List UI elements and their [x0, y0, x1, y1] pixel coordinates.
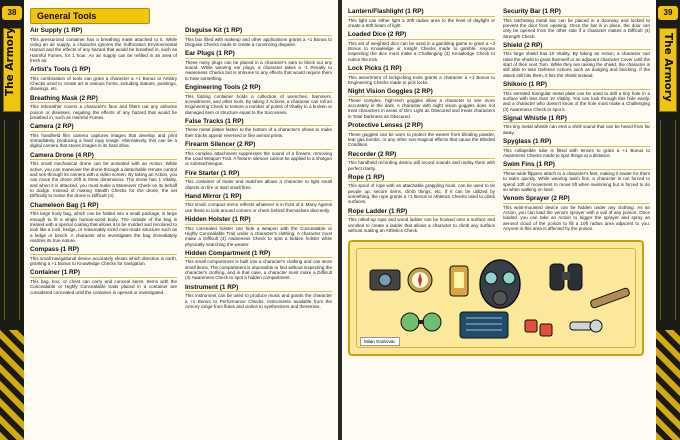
equipment-entry	[30, 269, 177, 295]
entry-title: Air Supply (1 RP)	[30, 27, 177, 36]
left-side-stripe	[0, 0, 24, 440]
entry-description: This instrument can be used to produce music and grants the character a +1 Bonus to Performance Checks. Instruments available from the Armory range from flutes and violins to synthesizers and theremins.	[185, 293, 332, 309]
entry-title: Night Vision Goggles (2 RP)	[348, 88, 495, 97]
entry-description: This handheld recording device will record sounds and replay them with perfect clarity.	[348, 160, 495, 171]
entry-description: This spool of rope with an attachable grappling hook, can be used to tie people up, secure items, climb things, etc. If it can be utilized by something, the rope grants a +1 Bonus to Athletics Checks used to climb surfaces.	[348, 183, 495, 205]
entry-title: Hidden Compartment (1 RP)	[185, 250, 332, 259]
equipment-entry	[185, 27, 332, 47]
entry-description: This large shield has 10 Vitality. By taking an Action, a character can raise the shield to grant themself or an adjacent character Cover until the start of their next Turn. While they are raising the shield, the character is still able to take Defense Actions such as dodging and blocking. If the attack still hits them, it hits the shield instead.	[503, 51, 650, 78]
entry-description: These wide flippers attach to a character's feet, making it easier for them to swim quickly. While wearing swim fins, a character is not forced to spend 10ft of movement to move 5ft when swimming but is forced to do so when walking on land.	[503, 170, 650, 192]
equipment-entry	[348, 122, 495, 148]
entry-title: Instrument (1 RP)	[185, 284, 332, 293]
right-column-2	[503, 8, 650, 236]
hazard-stripes-right	[656, 330, 680, 440]
entry-title: False Tracks (1 RP)	[185, 118, 332, 127]
entry-description: This box filled with makeup and other applications grants a +1 Bonus to Disguise Checks made to create a convincing disguise.	[185, 36, 332, 47]
entry-description: This light can either light a 20ft radius area to the level of daylight or create a 60ft beam of light.	[348, 17, 495, 28]
entry-description: This rebreather covers a character's face and filters out any airborne poison or diseases, negating the effects of any hazard that would be breathed in, such as Harmful Fumes.	[30, 104, 177, 120]
entry-title: Security Bar (1 RP)	[503, 8, 650, 17]
entry-title: Ear Plugs (1 RP)	[185, 50, 332, 59]
entry-description: This ratcheting metal bar can be placed in a doorway and locked to prevent the door from opening. Once the bar is in place, the door can only be opened from the other side if a character makes a Difficult (4) Strength Check.	[503, 17, 650, 39]
entry-description: This pressurized container has a breathing mask attached to it. While using an air supply, a character ignores the Suffocation Environmental Hazard and the effects of any hazard that would be breathed in, such as Harmful Fumes, for 1 hour. An air supply can be refilled in an area of fresh air.	[30, 36, 177, 63]
equipment-entry	[30, 95, 177, 121]
page-number-left: 38	[2, 6, 22, 20]
equipment-entry	[185, 193, 332, 213]
entry-description: These complex, high-tech goggles allow a character to see more accurately in the dark. A character with night vision goggles does not treat characters in areas of Dim Light as Obscured and treats characters in Total Darkness as Obscured.	[348, 97, 495, 119]
equipment-entry	[185, 84, 332, 115]
equipment-entry	[30, 123, 177, 149]
entry-description: This small navigational device accurately shows which direction is north, granting a +1 Bonus to Knowledge Checks for navigation.	[30, 255, 177, 267]
right-column-1	[348, 8, 495, 236]
spyglass-icon	[590, 288, 630, 309]
entry-description: This small, compact mirror reflects whatever is in front of it. Many Agents use these to look around corners or check behind themselves discreetly.	[185, 202, 332, 213]
left-column-2	[185, 27, 332, 312]
compass-icon	[408, 268, 432, 292]
entry-description: These metal plates fasten to the bottom of a character's shoes to make their tracks appear reversed or like animal prints.	[185, 127, 332, 138]
art-credit: Milan Grahovac	[360, 337, 400, 346]
binoculars-icon	[550, 264, 582, 290]
equipment-entry	[185, 284, 332, 310]
entry-title: Protective Lenses (2 RP)	[348, 122, 495, 131]
entry-title: Signal Whistle (1 RP)	[503, 115, 650, 124]
entry-description: This complex attachment suppresses the sound of a firearm, removing the Loud Weapon Trait. A firearm silencer cannot be applied to a shotgun or submachinegun.	[185, 150, 332, 167]
equipment-entry	[348, 151, 495, 171]
goggles-icon	[401, 313, 441, 331]
entry-title: Disguise Kit (1 RP)	[185, 27, 332, 36]
whistle-icon	[570, 320, 602, 332]
section-title: General Tools	[30, 8, 150, 24]
equipment-entry	[30, 66, 177, 92]
right-page	[342, 0, 680, 440]
equipment-illustration	[348, 240, 644, 356]
left-columns	[30, 27, 332, 312]
hazard-stripes-left	[0, 330, 24, 440]
lockpick-case-icon	[460, 312, 508, 338]
entry-description: This wrist-mounted device can be hidden under any clothing. As an Action, you can load the venom sprayer with a vial of any poison. Once loaded, you can take an Action to trigger the sprayer and spray an aerosol cloud of the poison to fill a 10ft radius area adjacent to you. Anyone in this area is affected by the poison.	[503, 204, 650, 232]
equipment-entry	[503, 138, 650, 158]
entry-title: Loaded Dice (2 RP)	[348, 31, 495, 40]
equipment-entry	[503, 42, 650, 78]
entry-title: Breathing Mask (2 RP)	[30, 95, 177, 104]
stripe-decoration-right	[660, 120, 676, 320]
entry-title: Lock Picks (1 RP)	[348, 65, 495, 74]
stripe-decoration-left	[4, 120, 20, 320]
equipment-entry	[185, 170, 332, 190]
equipment-entry	[348, 31, 495, 62]
entry-description: This tiny metal whistle can emit a shrill sound that can be heard from far away.	[503, 124, 650, 135]
entry-description: This folding container holds a collection of wrenches, hammers, screwdrivers, and other tools. By taking 3 Actions, a character can roll an Engineering Check to restore a number of points of Vitality to a broken or damaged item or structure equal to the Successes.	[185, 93, 332, 115]
entry-title: Rope Ladder (1 RP)	[348, 208, 495, 217]
entry-title: Fire Starter (1 RP)	[185, 170, 332, 179]
entry-title: Container (1 RP)	[30, 269, 177, 278]
entry-title: Camera (2 RP)	[30, 123, 177, 132]
equipment-entry	[503, 195, 650, 231]
equipment-entry	[348, 8, 495, 28]
entry-description: This handheld film camera captures images that develop and print immediately, producing a hard copy image. Alternatively, this can be a digital camera that stores images in its hard drive.	[30, 132, 177, 149]
entry-title: Camera Drone (4 RP)	[30, 152, 177, 161]
page-number-right: 39	[658, 6, 678, 20]
equipment-entry	[503, 81, 650, 112]
equipment-entry	[348, 88, 495, 119]
equipment-entry	[30, 202, 177, 244]
camera-icon	[370, 270, 400, 290]
left-content	[30, 8, 332, 312]
equipment-entry	[30, 246, 177, 266]
entry-title: Spyglass (1 RP)	[503, 138, 650, 147]
lantern-icon	[450, 266, 468, 296]
side-title-left: The Armory	[4, 27, 16, 96]
entry-description: This serrated triangular metal plate can be used to drill a tiny hole in a surface with less than 10 Vitality. You can look through this hole easily, and a character who doesn't know of the hole must make a Challenging (3) Awareness Check to spot it.	[503, 90, 650, 112]
entry-description: This small compartment is built into a character's clothing and can store small items. The compartment is impossible to find without inspecting the character's clothing, and in that case, a character must make a Difficult (4) Awareness Check to spot a hidden compartment.	[185, 259, 332, 281]
entry-title: Recorder (2 RP)	[348, 151, 495, 160]
left-column-1	[30, 27, 177, 312]
entry-title: Rope (1 RP)	[348, 174, 495, 183]
entry-description: These goggles can be worn to protect the wearer from blinding powder, tear gas bombs, or any other non-magical effects that cause the Blinded Condition.	[348, 131, 495, 148]
dice-icon	[525, 320, 552, 336]
entry-title: Lantern/Flashlight (1 RP)	[348, 8, 495, 17]
equipment-entry	[348, 174, 495, 205]
entry-title: Shikoro (1 RP)	[503, 81, 650, 90]
entry-title: Chameleon Bag (1 RP)	[30, 202, 177, 211]
equipment-entry	[185, 216, 332, 247]
equipment-entry	[503, 115, 650, 135]
entry-description: This concealed holster can hide a weapon with the Concealable or Highly Concealable Trait under a character's clothing. A character must make a Difficult (4) Awareness Check to spot a hidden holster while physically searching the wearer.	[185, 225, 332, 247]
entry-description: This bag, box, or chest can carry and conceal items. Items with the Concealable or Highly Concealable traits placed in a container are considered concealed until the container is opened or investigated.	[30, 278, 177, 295]
entry-title: Firearm Silencer (2 RP)	[185, 141, 332, 150]
entry-title: Artist's Tools (1 RP)	[30, 66, 177, 75]
equipment-entry	[185, 141, 332, 167]
entry-title: Engineering Tools (2 RP)	[185, 84, 332, 93]
entry-title: Shield (2 RP)	[503, 42, 650, 51]
entry-description: This collapsible tube is fitted with lenses to grant a +1 Bonus to Awareness Checks made to spot things at a distance.	[503, 147, 650, 158]
entry-description: This large body bag, which can be folded into a small package, is large enough to fit a single human-sized body. The outside of the bag is treated with a special coating that allows it to be molded and recolored to look like a rock, hedge, or reasonably sized man-made structure such as a ledge or bench. A character who investigates the bag immediately realizes its true nature.	[30, 211, 177, 243]
entry-description: This assortment of lockpicking tools grants a character a +1 Bonus to Engineering Checks made to pick locks.	[348, 74, 495, 85]
gas-mask-icon	[480, 260, 520, 308]
entry-description: This set of weighted dice can be used in a gambling game to grant a +2 Bonus to Knowledge or Insight Checks made to gamble. Anyone inspecting the dice must make a Challenging (3) Knowledge Check to notice the trick.	[348, 40, 495, 62]
equipment-entry	[185, 250, 332, 281]
equipment-entry	[348, 208, 495, 234]
equipment-entry	[185, 50, 332, 81]
equipment-entry	[503, 161, 650, 192]
entry-title: Swim Fins (1 RP)	[503, 161, 650, 170]
entry-description: These noisy plugs can be placed in a character's ears to block out any sound. While wearing ear plugs, a character takes a -1 Penalty to Awareness Checks but is immune to any effects that would require them to hear something.	[185, 59, 332, 81]
equipment-entry	[348, 65, 495, 85]
entry-title: Venom Sprayer (2 RP)	[503, 195, 650, 204]
entry-title: Hidden Holster (1 RP)	[185, 216, 332, 225]
entry-description: This container of tinder and matches allows a character to light small objects on fire or start small fires.	[185, 179, 332, 190]
entry-title: Compass (1 RP)	[30, 246, 177, 255]
equipment-entry	[30, 27, 177, 63]
left-page	[0, 0, 338, 440]
entry-description: This rolled-up rope and wood ladder can be hooked onto a surface and unrolled to create a ladder that allows a character to climb any surface without making an Athletics Check.	[348, 217, 495, 233]
side-title-right: The Armory	[662, 33, 674, 102]
right-columns	[348, 8, 650, 236]
right-content	[348, 8, 650, 356]
entry-description: This small mechanical drone can be activated with an Action. While active, you can maneuver the drone through a detachable remote control and see through its camera with a video screen. By taking an Action, you can move the drone 20ft in three dimensions. The drone has 1 Vitality, and when it is attacked, you must make a Maneuver Check on its behalf to dodge. Instead of making Stealth Checks for the drone, the set Difficulty to notice the drone is Difficult (4).	[30, 161, 177, 199]
equipment-entry	[503, 8, 650, 39]
equipment-entry	[185, 118, 332, 138]
entry-description: This combination of tools can grant a character a +1 Bonus to Artistry Checks used to create art in various forms, including statues, paintings, drawings, etc.	[30, 75, 177, 92]
right-side-stripe	[656, 0, 680, 440]
equipment-entry	[30, 152, 177, 199]
entry-title: Hand Mirror (1 RP)	[185, 193, 332, 202]
